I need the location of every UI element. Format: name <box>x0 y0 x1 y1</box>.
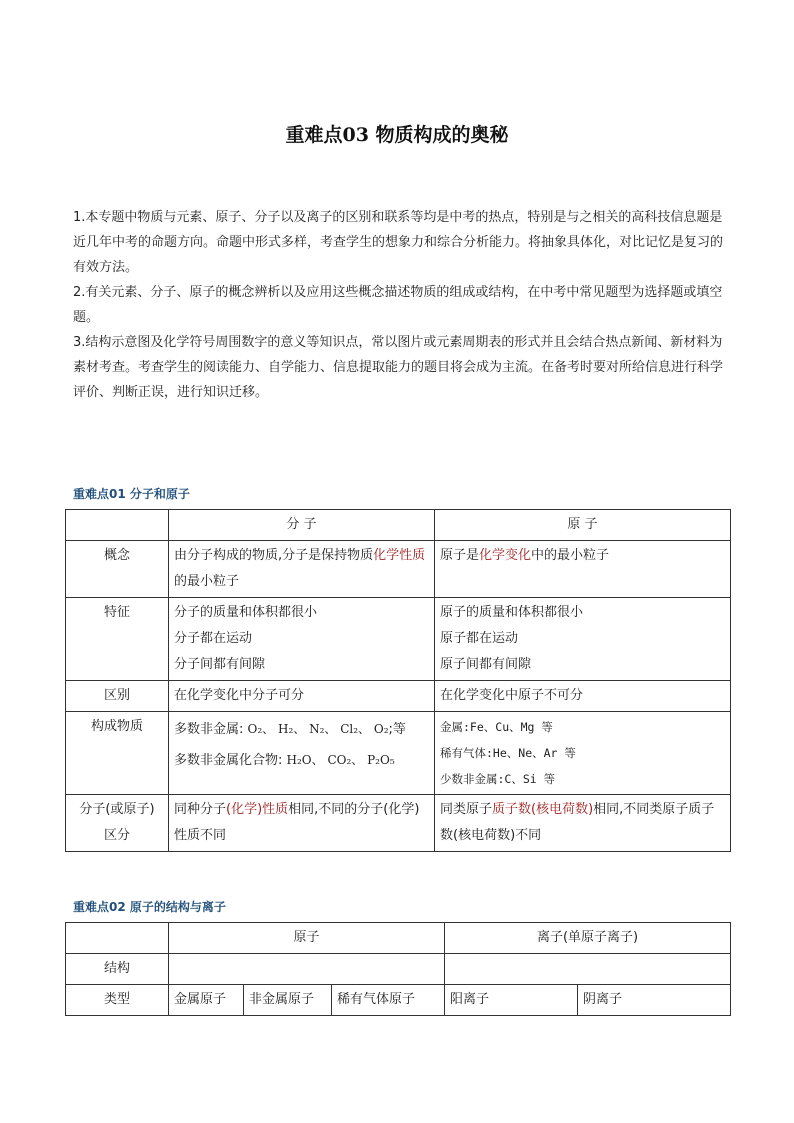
type-cell-cation: 阳离子 <box>445 985 578 1016</box>
highlight-text: (化学)性质 <box>226 802 289 817</box>
label-line: 分子(或原子) <box>79 802 155 817</box>
type-cell-metal-atom: 金属原子 <box>169 985 244 1016</box>
section-heading-molecule-atom: 重难点01 分子和原子 <box>73 487 190 501</box>
highlight-text: 化学变化 <box>479 548 532 563</box>
intro-paragraph: 1.本专题中物质与元素、原子、分子以及离子的区别和联系等均是中考的热点，特别是与之相关的高科技信息题是近几年中考的命题方向。命题中形式多样，考查学生的想象力和综合分析能力。将抽象具体化，对比记忆是复习的有效方法。 <box>73 210 724 275</box>
feature-atom-cell <box>435 598 731 681</box>
page-title: 重难点03 物质构成的奥秘 <box>285 124 509 146</box>
type-cell-nonmetal-atom: 非金属原子 <box>244 985 332 1016</box>
concept-atom-cell <box>435 541 731 598</box>
table-row-difference <box>66 681 731 712</box>
feature-line: 原子都在运动 <box>440 631 519 646</box>
row-label-type: 类型 <box>66 985 169 1016</box>
text-run: 多数非金属化合物: <box>174 753 283 768</box>
type-cell-noble-gas-atom: 稀有气体原子 <box>332 985 445 1016</box>
text-run: 的最小粒子 <box>174 574 240 589</box>
difference-atom-cell: 在化学变化中原子不可分 <box>435 681 731 712</box>
text-run: 原子是 <box>440 548 480 563</box>
row-label-difference: 区别 <box>66 681 169 712</box>
table-row-type <box>66 985 731 1016</box>
difference-molecule-cell: 在化学变化中分子可分 <box>169 681 435 712</box>
formula-text: H₂O、 CO₂、 P₂O₅ <box>286 753 395 767</box>
row-label-substance: 构成物质 <box>66 712 169 795</box>
intro-text <box>73 205 729 405</box>
formula-text: O₂、 H₂、 N₂、 Cl₂、 O₂ <box>247 722 389 736</box>
highlight-text: 质子数(核电荷数) <box>492 802 594 817</box>
table-header-row <box>66 923 731 954</box>
highlight-text: 化学性质 <box>373 548 426 563</box>
substance-line <box>174 745 429 776</box>
feature-line: 分子间都有间隙 <box>174 657 266 672</box>
concept-molecule-cell <box>169 541 435 598</box>
feature-line: 原子间都有间隙 <box>440 657 532 672</box>
column-header-molecule: 分 子 <box>169 510 435 541</box>
section-heading-atom-structure: 重难点02 原子的结构与离子 <box>73 900 226 914</box>
substance-line: 金属:Fe、Cu、Mg 等 <box>440 720 553 734</box>
table-row-concept <box>66 541 731 598</box>
table-row-substance <box>66 712 731 795</box>
row-label-feature: 特征 <box>66 598 169 681</box>
text-run: 同种分子 <box>174 802 227 817</box>
label-line: 区分 <box>103 828 130 843</box>
feature-line: 原子的质量和体积都很小 <box>440 605 584 620</box>
feature-molecule-cell <box>169 598 435 681</box>
table-row-distinguish <box>66 795 731 852</box>
text-run: 多数非金属: <box>174 722 244 737</box>
table-row-feature <box>66 598 731 681</box>
intro-paragraph: 2.有关元素、分子、原子的概念辨析以及应用这些概念描述物质的组成或结构，在中考中常见题型为选择题或填空题。 <box>73 285 723 325</box>
structure-ion-cell <box>445 954 731 985</box>
substance-line: 少数非金属:C、Si 等 <box>440 772 556 786</box>
column-header-atom: 原 子 <box>435 510 731 541</box>
distinguish-molecule-cell <box>169 795 435 852</box>
row-label-distinguish <box>66 795 169 852</box>
substance-line: 稀有气体:He、Ne、Ar 等 <box>440 746 576 760</box>
feature-line: 分子的质量和体积都很小 <box>174 605 318 620</box>
column-header-ion: 离子(单原子离子) <box>445 923 731 954</box>
atom-structure-table <box>65 922 731 1016</box>
text-run: 相同,不同的分子(化学)性质不同 <box>174 802 420 843</box>
text-run: 中的最小粒子 <box>531 548 610 563</box>
intro-paragraph: 3.结构示意图及化学符号周围数字的意义等知识点，常以图片或元素周期表的形式并且会结合热点新闻、新材料为素材考查。考查学生的阅读能力、自学能力、信息提取能力的题目将会成为主流。在备考时要对所给信息进行科学评价、判断正误，进行知识迁移。 <box>73 335 724 400</box>
table-row-structure <box>66 954 731 985</box>
molecule-atom-table <box>65 509 731 852</box>
text-run: 由分子构成的物质,分子是保持物质 <box>174 548 374 563</box>
row-label-concept: 概念 <box>66 541 169 598</box>
type-cell-anion: 阴离子 <box>578 985 731 1016</box>
substance-line <box>174 714 429 745</box>
structure-atom-cell <box>169 954 445 985</box>
table-header-row <box>66 510 731 541</box>
row-label-structure: 结构 <box>66 954 169 985</box>
substance-atom-cell <box>435 712 731 795</box>
text-run: ;等 <box>388 722 406 737</box>
text-run: 相同,不同类原子质子数(核电荷数)不同 <box>440 802 715 843</box>
text-run: 同类原子 <box>440 802 493 817</box>
feature-line: 分子都在运动 <box>174 631 253 646</box>
table-cell <box>66 510 169 541</box>
substance-molecule-cell <box>169 712 435 795</box>
table-cell <box>66 923 169 954</box>
distinguish-atom-cell <box>435 795 731 852</box>
column-header-atom: 原子 <box>169 923 445 954</box>
